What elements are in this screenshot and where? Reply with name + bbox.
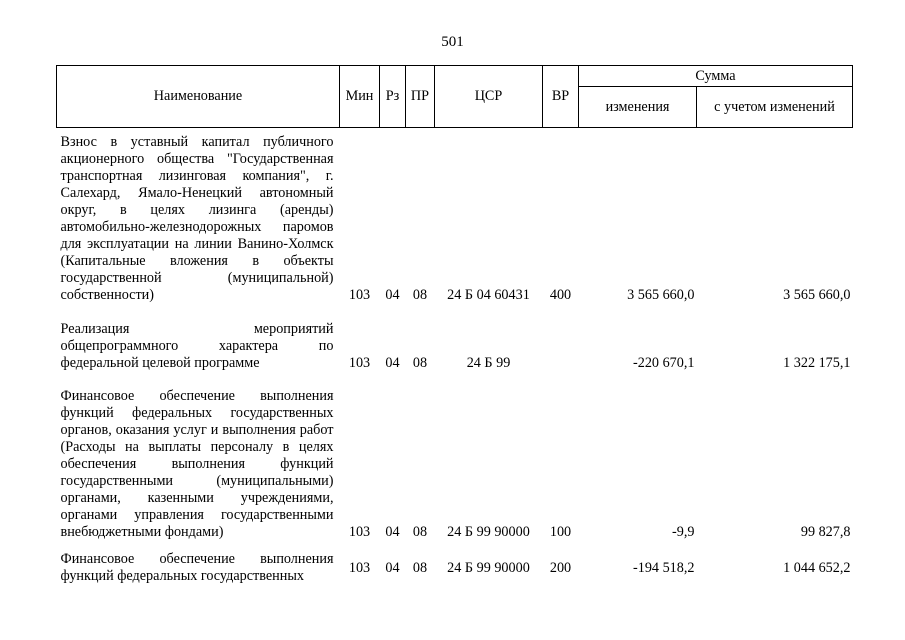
row-name: Взнос в уставный капитал публичного акционерного общества "Государственная транспортная лизинговая компания", г. Салехард, Ямало-Ненецкий автономный округ, в целях лизинга (аренды) автомобильно-железнодорожных паромов для эксплуатации на линии Ванино-Холмск (Капитальные вложения в объекты государственной (муниципальной) собственности) [60, 134, 334, 303]
header-rz: Рз [380, 66, 406, 128]
header-change: изменения [579, 87, 697, 128]
header-with-change: с учетом изменений [697, 87, 853, 128]
row-pr: 08 [412, 355, 428, 371]
header-pr: ПР [406, 66, 435, 128]
row-with-change: 99 827,8 [800, 524, 851, 540]
header-name: Наименование [57, 66, 340, 128]
table-row [57, 372, 853, 541]
header-vr: ВР [543, 66, 579, 128]
row-vr: 400 [549, 287, 572, 303]
row-rz: 04 [385, 355, 400, 371]
row-min: 103 [348, 560, 371, 576]
page-number: 501 [441, 34, 464, 50]
row-pr: 08 [412, 524, 428, 540]
row-min: 103 [348, 355, 371, 371]
row-rz: 04 [385, 560, 400, 576]
row-change: -220 670,1 [633, 355, 695, 371]
row-vr [543, 304, 579, 372]
budget-table [56, 65, 853, 585]
row-min: 103 [348, 287, 371, 303]
row-pr: 08 [412, 287, 428, 303]
row-name: Реализация мероприятий общепрограммного характера по федеральной целевой программе [60, 321, 334, 371]
table-row [57, 541, 853, 585]
row-csr: 24 Б 99 90000 [447, 524, 530, 540]
header-row-top [57, 66, 853, 87]
row-name: Финансовое обеспечение выполнения функций федеральных государственных органов, оказания услуг и выполнения работ (Расходы на выплаты персоналу в целях обеспечения выполнения функций государственными (муниципальными) органами, казенными учреждениями, органами управления государственными внебюджетными фондами) [60, 388, 334, 540]
row-pr: 08 [412, 560, 428, 576]
row-change: -9,9 [672, 524, 695, 540]
row-csr: 24 Б 99 90000 [447, 560, 530, 576]
row-change: -194 518,2 [633, 560, 695, 576]
row-csr: 24 Б 99 [466, 355, 511, 371]
row-rz: 04 [385, 524, 400, 540]
table-row [57, 128, 853, 305]
header-csr: ЦСР [435, 66, 543, 128]
row-with-change: 3 565 660,0 [783, 287, 851, 303]
row-rz: 04 [385, 287, 400, 303]
header-sum: Сумма [579, 66, 853, 87]
row-with-change: 1 322 175,1 [783, 355, 851, 371]
table-row [57, 304, 853, 372]
row-change: 3 565 660,0 [627, 287, 695, 303]
row-min: 103 [348, 524, 371, 540]
row-with-change: 1 044 652,2 [783, 560, 851, 576]
header-min: Мин [340, 66, 380, 128]
row-csr: 24 Б 04 60431 [447, 287, 530, 303]
row-vr: 200 [549, 560, 572, 576]
row-vr: 100 [549, 524, 572, 540]
row-name: Финансовое обеспечение выполнения функций федеральных государственных [60, 551, 334, 584]
